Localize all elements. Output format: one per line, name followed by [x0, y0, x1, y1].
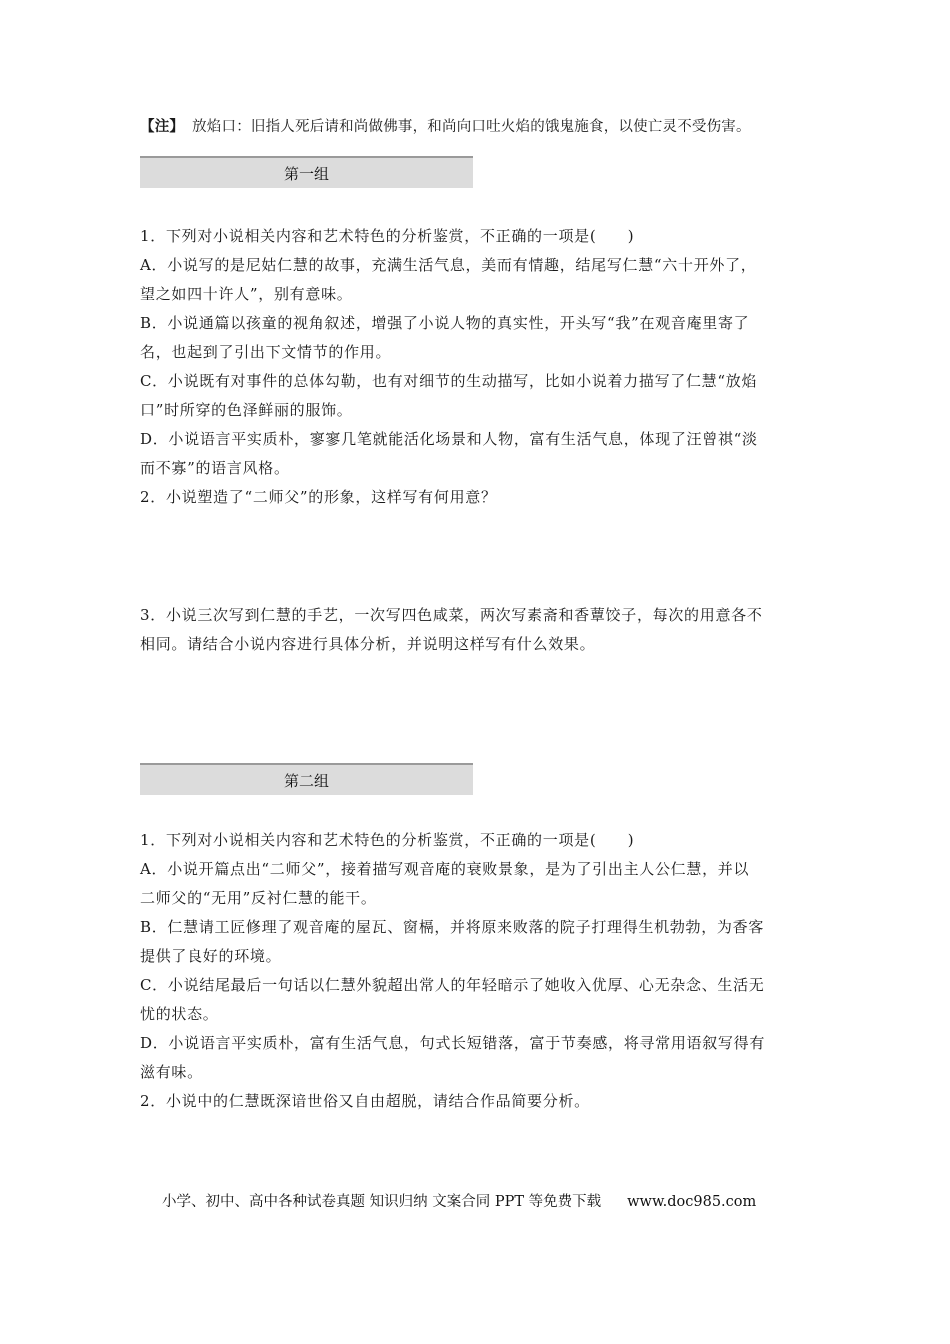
option-a-line-2: 望之如四十许人”，别有意味。 [140, 285, 353, 303]
option-d-line-2: 滋有味。 [140, 1063, 203, 1081]
option-b-line-2: 名，也起到了引出下文情节的作用。 [140, 343, 392, 361]
annotation-note [140, 116, 830, 138]
option-c-line-1: C．小说既有对事件的总体勾勒，也有对细节的生动描写，比如小说着力描写了仁慧“放焰 [140, 372, 758, 390]
footer-text: 小学、初中、高中各种试卷真题 知识归纳 文案合同 PPT 等免费下载 [162, 1194, 602, 1210]
page-footer [162, 1190, 802, 1211]
option-b-line-2: 提供了良好的环境。 [140, 947, 282, 965]
group1-question-3 [140, 601, 812, 659]
question-2: 2．小说中的仁慧既深谙世俗又自由超脱，请结合作品简要分析。 [140, 1092, 590, 1110]
option-c-line-2: 忧的状态。 [140, 1005, 219, 1023]
question-2: 2．小说塑造了“二师父”的形象，这样写有何用意？ [140, 488, 497, 506]
question-3-line-2: 相同。请结合小说内容进行具体分析，并说明这样写有什么效果。 [140, 635, 596, 653]
option-a-line-1: A．小说开篇点出“二师父”，接着描写观音庵的衰败景象，是为了引出主人公仁慧，并以 [140, 860, 750, 878]
group2-question-1 [140, 826, 812, 1116]
footer-site-link[interactable]: www.doc985.com [627, 1194, 757, 1210]
option-b-line-1: B．仁慧请工匠修理了观音庵的屋瓦、窗槅，并将原来败落的院子打理得生机勃勃，为香客 [140, 918, 765, 936]
question-stem: 1．下列对小说相关内容和艺术特色的分析鉴赏，不正确的一项是( ) [140, 227, 635, 245]
question-stem: 1．下列对小说相关内容和艺术特色的分析鉴赏，不正确的一项是( ) [140, 831, 635, 849]
question-3-line-1: 3．小说三次写到仁慧的手艺，一次写四色咸菜，两次写素斋和香蕈饺子，每次的用意各不 [140, 606, 763, 624]
option-b-line-1: B．小说通篇以孩童的视角叙述，增强了小说人物的真实性，开头写“我”在观音庵里寄了 [140, 314, 750, 332]
note-text: 放焰口：旧指人死后请和尚做佛事，和尚向口吐火焰的饿鬼施食，以使亡灵不受伤害。 [192, 119, 751, 135]
option-d-line-1: D．小说语言平实质朴，寥寥几笔就能活化场景和人物，富有生活气息，体现了汪曾祺“淡 [140, 430, 758, 448]
option-c-line-1: C．小说结尾最后一句话以仁慧外貌超出常人的年轻暗示了她收入优厚、心无杂念、生活无 [140, 976, 765, 994]
option-d-line-1: D．小说语言平实质朴，富有生活气息，句式长短错落，富于节奏感，将寻常用语叙写得有 [140, 1034, 766, 1052]
group-header-2: 第二组 [140, 763, 473, 795]
option-a-line-1: A．小说写的是尼姑仁慧的故事，充满生活气息，美而有情趣，结尾写仁慧“六十开外了， [140, 256, 757, 274]
group-header-1: 第一组 [140, 156, 473, 188]
note-tag: 【注】 [140, 119, 185, 135]
option-d-line-2: 而不寡”的语言风格。 [140, 459, 290, 477]
option-c-line-2: 口”时所穿的色泽鲜丽的服饰。 [140, 401, 353, 419]
option-a-line-2: 二师父的“无用”反衬仁慧的能干。 [140, 889, 377, 907]
group1-question-1 [140, 222, 812, 512]
